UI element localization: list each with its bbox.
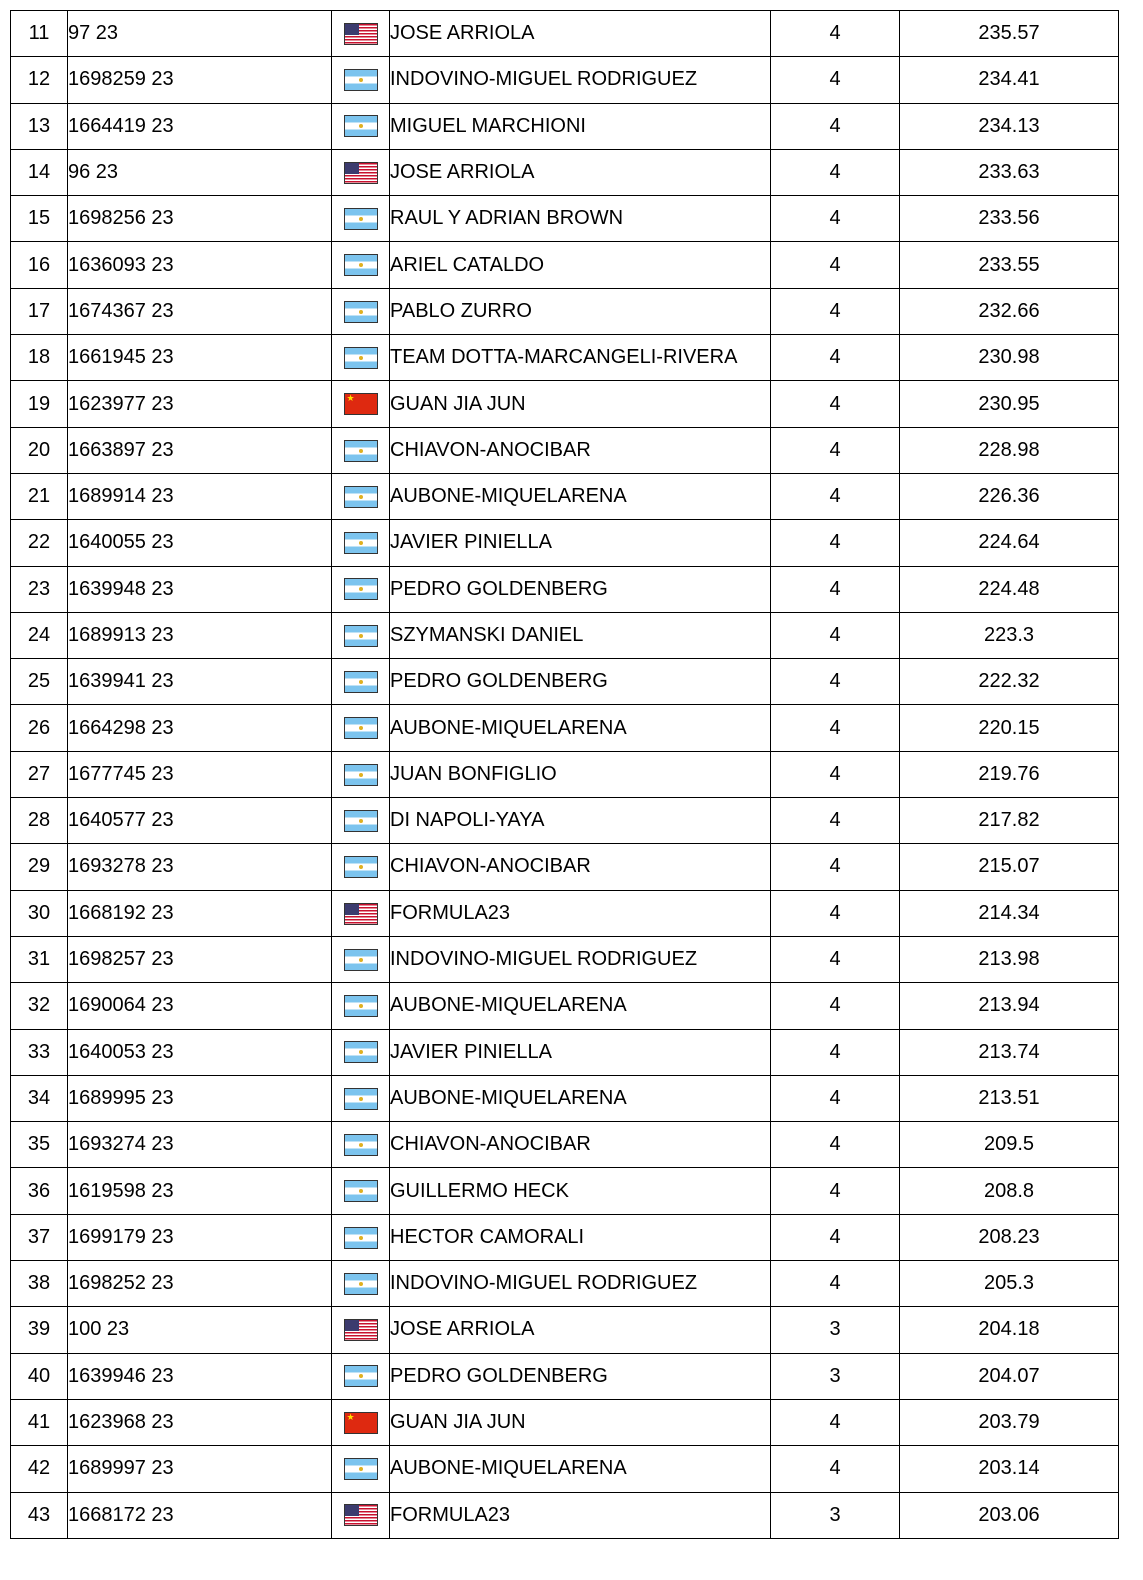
fancier-name-cell: INDOVINO-MIGUEL RODRIGUEZ	[390, 936, 771, 982]
ring-number-cell: 1663897 23	[68, 427, 332, 473]
position-cell: 11	[11, 11, 68, 57]
flag-cell	[332, 1214, 390, 1260]
flag-cell	[332, 196, 390, 242]
table-row	[11, 1261, 1119, 1307]
flag-cell	[332, 983, 390, 1029]
ring-number-cell: 1689913 23	[68, 612, 332, 658]
arrivals-cell: 4	[771, 1168, 900, 1214]
fancier-name-cell: INDOVINO-MIGUEL RODRIGUEZ	[390, 1261, 771, 1307]
argentina-flag-icon	[344, 254, 378, 276]
position-cell: 24	[11, 612, 68, 658]
points-cell: 213.74	[900, 1029, 1119, 1075]
flag-cell	[332, 1261, 390, 1307]
flag-cell	[332, 705, 390, 751]
ring-number-cell: 96 23	[68, 149, 332, 195]
position-cell: 38	[11, 1261, 68, 1307]
us-flag-icon	[344, 23, 378, 45]
arrivals-cell: 4	[771, 936, 900, 982]
argentina-flag-icon	[344, 949, 378, 971]
table-row	[11, 288, 1119, 334]
ring-number-cell: 97 23	[68, 11, 332, 57]
arrivals-cell: 4	[771, 242, 900, 288]
points-cell: 213.51	[900, 1075, 1119, 1121]
us-flag-icon	[344, 903, 378, 925]
arrivals-cell: 4	[771, 381, 900, 427]
fancier-name-cell: GUAN JIA JUN	[390, 381, 771, 427]
flag-cell	[332, 566, 390, 612]
fancier-name-cell: CHIAVON-ANOCIBAR	[390, 1122, 771, 1168]
argentina-flag-icon	[344, 301, 378, 323]
flag-cell	[332, 288, 390, 334]
fancier-name-cell: PEDRO GOLDENBERG	[390, 1353, 771, 1399]
fancier-name-cell: AUBONE-MIQUELARENA	[390, 1446, 771, 1492]
flag-cell	[332, 936, 390, 982]
us-flag-icon	[344, 1319, 378, 1341]
fancier-name-cell: AUBONE-MIQUELARENA	[390, 983, 771, 1029]
table-row	[11, 1122, 1119, 1168]
argentina-flag-icon	[344, 1088, 378, 1110]
ring-number-cell: 1699179 23	[68, 1214, 332, 1260]
table-row	[11, 659, 1119, 705]
fancier-name-cell: SZYMANSKI DANIEL	[390, 612, 771, 658]
argentina-flag-icon	[344, 1458, 378, 1480]
points-cell: 224.48	[900, 566, 1119, 612]
table-row	[11, 1492, 1119, 1538]
position-cell: 17	[11, 288, 68, 334]
fancier-name-cell: AUBONE-MIQUELARENA	[390, 705, 771, 751]
china-flag-icon	[344, 393, 378, 415]
points-cell: 213.94	[900, 983, 1119, 1029]
argentina-flag-icon	[344, 486, 378, 508]
flag-cell	[332, 798, 390, 844]
ring-number-cell: 1640055 23	[68, 520, 332, 566]
position-cell: 16	[11, 242, 68, 288]
results-body	[11, 11, 1119, 1539]
table-row	[11, 11, 1119, 57]
position-cell: 15	[11, 196, 68, 242]
position-cell: 30	[11, 890, 68, 936]
points-cell: 204.07	[900, 1353, 1119, 1399]
points-cell: 219.76	[900, 751, 1119, 797]
fancier-name-cell: JAVIER PINIELLA	[390, 520, 771, 566]
position-cell: 40	[11, 1353, 68, 1399]
ring-number-cell: 1664419 23	[68, 103, 332, 149]
table-row	[11, 335, 1119, 381]
points-cell: 224.64	[900, 520, 1119, 566]
points-cell: 214.34	[900, 890, 1119, 936]
ring-number-cell: 1677745 23	[68, 751, 332, 797]
argentina-flag-icon	[344, 1134, 378, 1156]
table-row	[11, 57, 1119, 103]
flag-cell	[332, 520, 390, 566]
points-cell: 220.15	[900, 705, 1119, 751]
fancier-name-cell: ARIEL CATALDO	[390, 242, 771, 288]
argentina-flag-icon	[344, 995, 378, 1017]
position-cell: 12	[11, 57, 68, 103]
arrivals-cell: 4	[771, 890, 900, 936]
flag-cell	[332, 1446, 390, 1492]
table-row	[11, 890, 1119, 936]
flag-cell	[332, 1029, 390, 1075]
ring-number-cell: 1668192 23	[68, 890, 332, 936]
ring-number-cell: 1689997 23	[68, 1446, 332, 1492]
fancier-name-cell: JOSE ARRIOLA	[390, 11, 771, 57]
fancier-name-cell: JOSE ARRIOLA	[390, 1307, 771, 1353]
points-cell: 204.18	[900, 1307, 1119, 1353]
points-cell: 226.36	[900, 473, 1119, 519]
fancier-name-cell: RAUL Y ADRIAN BROWN	[390, 196, 771, 242]
points-cell: 203.14	[900, 1446, 1119, 1492]
table-row	[11, 566, 1119, 612]
ring-number-cell: 1690064 23	[68, 983, 332, 1029]
arrivals-cell: 4	[771, 751, 900, 797]
flag-cell	[332, 1399, 390, 1445]
arrivals-cell: 4	[771, 1261, 900, 1307]
argentina-flag-icon	[344, 208, 378, 230]
fancier-name-cell: JAVIER PINIELLA	[390, 1029, 771, 1075]
points-cell: 228.98	[900, 427, 1119, 473]
position-cell: 33	[11, 1029, 68, 1075]
arrivals-cell: 4	[771, 566, 900, 612]
fancier-name-cell: CHIAVON-ANOCIBAR	[390, 844, 771, 890]
position-cell: 29	[11, 844, 68, 890]
arrivals-cell: 4	[771, 1399, 900, 1445]
ring-number-cell: 1639948 23	[68, 566, 332, 612]
table-row	[11, 1446, 1119, 1492]
flag-cell	[332, 473, 390, 519]
arrivals-cell: 3	[771, 1492, 900, 1538]
points-cell: 230.95	[900, 381, 1119, 427]
position-cell: 21	[11, 473, 68, 519]
arrivals-cell: 4	[771, 1214, 900, 1260]
points-cell: 213.98	[900, 936, 1119, 982]
position-cell: 34	[11, 1075, 68, 1121]
arrivals-cell: 4	[771, 659, 900, 705]
position-cell: 28	[11, 798, 68, 844]
argentina-flag-icon	[344, 671, 378, 693]
points-cell: 209.5	[900, 1122, 1119, 1168]
fancier-name-cell: GUILLERMO HECK	[390, 1168, 771, 1214]
fancier-name-cell: FORMULA23	[390, 890, 771, 936]
table-row	[11, 1399, 1119, 1445]
arrivals-cell: 4	[771, 1075, 900, 1121]
arrivals-cell: 4	[771, 149, 900, 195]
flag-cell	[332, 103, 390, 149]
position-cell: 37	[11, 1214, 68, 1260]
argentina-flag-icon	[344, 1273, 378, 1295]
ring-number-cell: 1693278 23	[68, 844, 332, 890]
argentina-flag-icon	[344, 1227, 378, 1249]
ring-number-cell: 1698256 23	[68, 196, 332, 242]
us-flag-icon	[344, 1504, 378, 1526]
table-row	[11, 936, 1119, 982]
points-cell: 203.79	[900, 1399, 1119, 1445]
position-cell: 25	[11, 659, 68, 705]
arrivals-cell: 4	[771, 103, 900, 149]
flag-cell	[332, 149, 390, 195]
arrivals-cell: 4	[771, 983, 900, 1029]
table-row	[11, 983, 1119, 1029]
arrivals-cell: 4	[771, 427, 900, 473]
arrivals-cell: 4	[771, 288, 900, 334]
arrivals-cell: 3	[771, 1307, 900, 1353]
fancier-name-cell: AUBONE-MIQUELARENA	[390, 473, 771, 519]
fancier-name-cell: HECTOR CAMORALI	[390, 1214, 771, 1260]
arrivals-cell: 4	[771, 473, 900, 519]
ring-number-cell: 1619598 23	[68, 1168, 332, 1214]
table-row	[11, 1168, 1119, 1214]
arrivals-cell: 4	[771, 11, 900, 57]
ring-number-cell: 100 23	[68, 1307, 332, 1353]
flag-cell	[332, 381, 390, 427]
position-cell: 43	[11, 1492, 68, 1538]
position-cell: 23	[11, 566, 68, 612]
argentina-flag-icon	[344, 810, 378, 832]
position-cell: 26	[11, 705, 68, 751]
table-row	[11, 381, 1119, 427]
fancier-name-cell: DI NAPOLI-YAYA	[390, 798, 771, 844]
ring-number-cell: 1639946 23	[68, 1353, 332, 1399]
ring-number-cell: 1698252 23	[68, 1261, 332, 1307]
argentina-flag-icon	[344, 347, 378, 369]
arrivals-cell: 3	[771, 1353, 900, 1399]
table-row	[11, 1214, 1119, 1260]
argentina-flag-icon	[344, 625, 378, 647]
points-cell: 233.56	[900, 196, 1119, 242]
table-row	[11, 242, 1119, 288]
us-flag-icon	[344, 162, 378, 184]
argentina-flag-icon	[344, 1041, 378, 1063]
arrivals-cell: 4	[771, 335, 900, 381]
ring-number-cell: 1674367 23	[68, 288, 332, 334]
ring-number-cell: 1689995 23	[68, 1075, 332, 1121]
table-row	[11, 427, 1119, 473]
table-row	[11, 705, 1119, 751]
table-row	[11, 1075, 1119, 1121]
flag-cell	[332, 1307, 390, 1353]
ring-number-cell: 1698259 23	[68, 57, 332, 103]
points-cell: 233.55	[900, 242, 1119, 288]
argentina-flag-icon	[344, 440, 378, 462]
ring-number-cell: 1636093 23	[68, 242, 332, 288]
position-cell: 18	[11, 335, 68, 381]
flag-cell	[332, 57, 390, 103]
position-cell: 13	[11, 103, 68, 149]
flag-cell	[332, 1122, 390, 1168]
arrivals-cell: 4	[771, 196, 900, 242]
points-cell: 203.06	[900, 1492, 1119, 1538]
table-row	[11, 844, 1119, 890]
fancier-name-cell: JOSE ARRIOLA	[390, 149, 771, 195]
points-cell: 234.13	[900, 103, 1119, 149]
fancier-name-cell: PABLO ZURRO	[390, 288, 771, 334]
fancier-name-cell: PEDRO GOLDENBERG	[390, 659, 771, 705]
flag-cell	[332, 427, 390, 473]
arrivals-cell: 4	[771, 1446, 900, 1492]
table-row	[11, 196, 1119, 242]
position-cell: 35	[11, 1122, 68, 1168]
ring-number-cell: 1664298 23	[68, 705, 332, 751]
ring-number-cell: 1623977 23	[68, 381, 332, 427]
arrivals-cell: 4	[771, 844, 900, 890]
argentina-flag-icon	[344, 69, 378, 91]
argentina-flag-icon	[344, 717, 378, 739]
flag-cell	[332, 335, 390, 381]
position-cell: 36	[11, 1168, 68, 1214]
flag-cell	[332, 844, 390, 890]
points-cell: 232.66	[900, 288, 1119, 334]
position-cell: 42	[11, 1446, 68, 1492]
table-row	[11, 1029, 1119, 1075]
table-row	[11, 1353, 1119, 1399]
position-cell: 14	[11, 149, 68, 195]
table-row	[11, 751, 1119, 797]
position-cell: 22	[11, 520, 68, 566]
table-row	[11, 520, 1119, 566]
flag-cell	[332, 242, 390, 288]
ring-number-cell: 1661945 23	[68, 335, 332, 381]
arrivals-cell: 4	[771, 1122, 900, 1168]
position-cell: 27	[11, 751, 68, 797]
flag-cell	[332, 1168, 390, 1214]
flag-cell	[332, 1353, 390, 1399]
flag-cell	[332, 612, 390, 658]
ring-number-cell: 1693274 23	[68, 1122, 332, 1168]
argentina-flag-icon	[344, 1180, 378, 1202]
fancier-name-cell: INDOVINO-MIGUEL RODRIGUEZ	[390, 57, 771, 103]
ring-number-cell: 1623968 23	[68, 1399, 332, 1445]
arrivals-cell: 4	[771, 612, 900, 658]
ring-number-cell: 1640053 23	[68, 1029, 332, 1075]
ring-number-cell: 1668172 23	[68, 1492, 332, 1538]
argentina-flag-icon	[344, 115, 378, 137]
points-cell: 208.8	[900, 1168, 1119, 1214]
position-cell: 20	[11, 427, 68, 473]
points-cell: 222.32	[900, 659, 1119, 705]
arrivals-cell: 4	[771, 705, 900, 751]
fancier-name-cell: FORMULA23	[390, 1492, 771, 1538]
fancier-name-cell: MIGUEL MARCHIONI	[390, 103, 771, 149]
fancier-name-cell: JUAN BONFIGLIO	[390, 751, 771, 797]
ring-number-cell: 1640577 23	[68, 798, 332, 844]
position-cell: 32	[11, 983, 68, 1029]
arrivals-cell: 4	[771, 57, 900, 103]
ring-number-cell: 1698257 23	[68, 936, 332, 982]
arrivals-cell: 4	[771, 798, 900, 844]
fancier-name-cell: AUBONE-MIQUELARENA	[390, 1075, 771, 1121]
points-cell: 235.57	[900, 11, 1119, 57]
ring-number-cell: 1639941 23	[68, 659, 332, 705]
flag-cell	[332, 890, 390, 936]
argentina-flag-icon	[344, 578, 378, 600]
table-row	[11, 612, 1119, 658]
points-cell: 230.98	[900, 335, 1119, 381]
table-row	[11, 798, 1119, 844]
results-table	[10, 10, 1119, 1539]
argentina-flag-icon	[344, 764, 378, 786]
fancier-name-cell: CHIAVON-ANOCIBAR	[390, 427, 771, 473]
flag-cell	[332, 11, 390, 57]
arrivals-cell: 4	[771, 520, 900, 566]
table-row	[11, 1307, 1119, 1353]
position-cell: 39	[11, 1307, 68, 1353]
argentina-flag-icon	[344, 856, 378, 878]
points-cell: 208.23	[900, 1214, 1119, 1260]
flag-cell	[332, 1492, 390, 1538]
flag-cell	[332, 659, 390, 705]
points-cell: 215.07	[900, 844, 1119, 890]
table-row	[11, 473, 1119, 519]
fancier-name-cell: TEAM DOTTA-MARCANGELI-RIVERA	[390, 335, 771, 381]
china-flag-icon	[344, 1412, 378, 1434]
ring-number-cell: 1689914 23	[68, 473, 332, 519]
points-cell: 233.63	[900, 149, 1119, 195]
position-cell: 31	[11, 936, 68, 982]
flag-cell	[332, 751, 390, 797]
fancier-name-cell: PEDRO GOLDENBERG	[390, 566, 771, 612]
points-cell: 217.82	[900, 798, 1119, 844]
table-row	[11, 149, 1119, 195]
points-cell: 205.3	[900, 1261, 1119, 1307]
position-cell: 41	[11, 1399, 68, 1445]
flag-cell	[332, 1075, 390, 1121]
argentina-flag-icon	[344, 532, 378, 554]
table-row	[11, 103, 1119, 149]
argentina-flag-icon	[344, 1365, 378, 1387]
points-cell: 234.41	[900, 57, 1119, 103]
arrivals-cell: 4	[771, 1029, 900, 1075]
points-cell: 223.3	[900, 612, 1119, 658]
position-cell: 19	[11, 381, 68, 427]
fancier-name-cell: GUAN JIA JUN	[390, 1399, 771, 1445]
